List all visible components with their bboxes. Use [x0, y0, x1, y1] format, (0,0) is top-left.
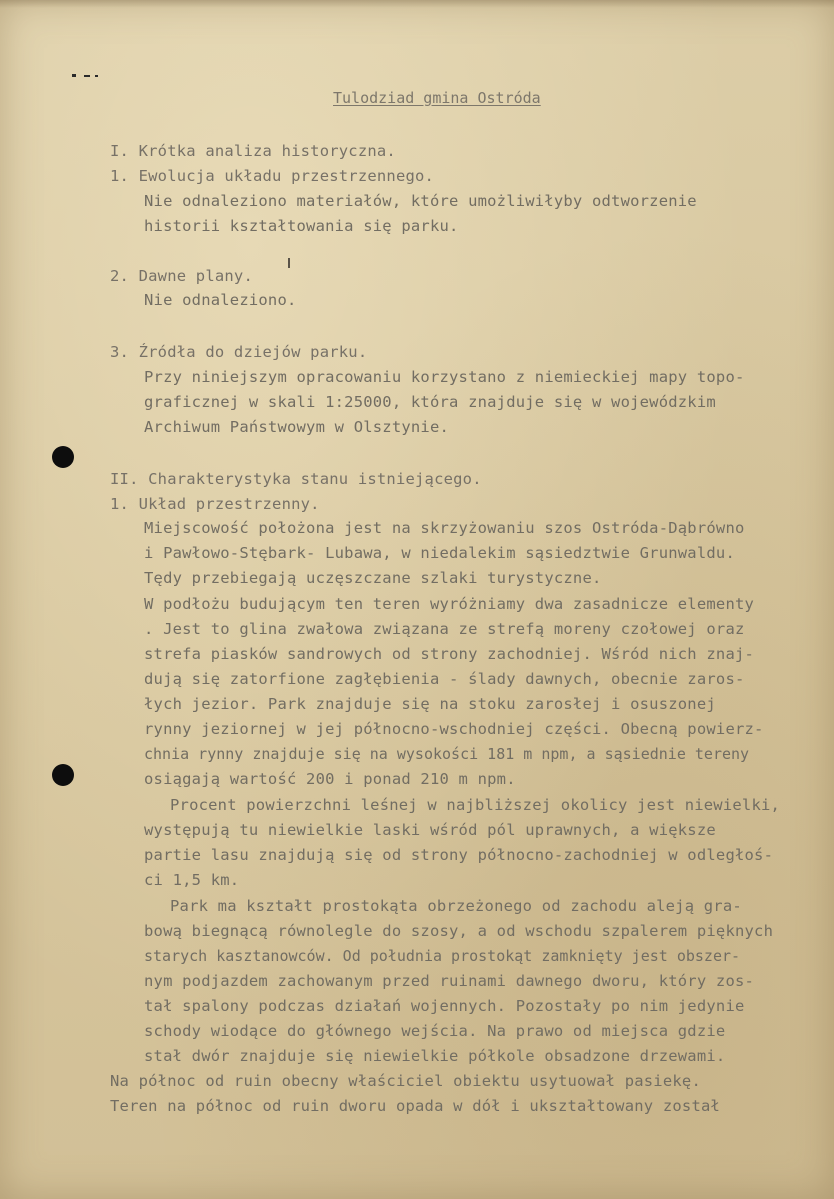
section-heading: II. Charakterystyka stanu istniejącego. [110, 470, 482, 488]
text-line: stał dwór znajduje się niewielkie półkole obsadzone drzewami. [144, 1047, 726, 1065]
ink-mark [84, 75, 90, 77]
subsection-heading: 1. Ewolucja układu przestrzennego. [110, 167, 435, 185]
subsection-heading: 3. Źródła do dziejów parku. [110, 343, 368, 361]
text-line: Na północ od ruin obecny właściciel obiektu usytuował pasiekę. [110, 1072, 701, 1090]
page-edge-shadow [0, 0, 834, 8]
ink-mark [72, 74, 76, 77]
text-line: graficznej w skali 1:25000, która znajduje się w wojewódzkim [144, 393, 716, 411]
text-line: występują tu niewielkie laski wśród pól uprawnych, a większe [144, 821, 716, 839]
text-line: Archiwum Państwowym w Olsztynie. [144, 418, 450, 436]
text-line: rynny jeziornej w jej północno-wschodniej części. Obecną powierz- [144, 720, 764, 738]
text-line: dują się zatorfione zagłębienia - ślady dawnych, obecnie zaros- [144, 670, 745, 688]
text-line: chnia rynny znajduje się na wysokości 181 m npm, a sąsiednie tereny [144, 745, 750, 763]
text-line: Tędy przebiegają uczęszczane szlaki turystyczne. [144, 569, 602, 587]
document-title: Tulodziad gmina Ostróda [333, 89, 541, 107]
text-line: Teren na północ od ruin dworu opada w dół i ukształtowany został [110, 1097, 721, 1115]
subsection-heading: 1. Układ przestrzenny. [110, 495, 320, 513]
text-line: partie lasu znajdują się od strony północno-zachodniej w odległoś- [144, 846, 774, 864]
section-heading: I. Krótka analiza historyczna. [110, 142, 396, 160]
text-line: Park ma kształt prostokąta obrzeżonego od zachodu aleją gra- [170, 897, 742, 915]
punch-hole [52, 764, 74, 786]
ink-mark [95, 75, 98, 77]
text-line: Nie odnaleziono. [144, 291, 297, 309]
ink-mark [288, 258, 290, 268]
text-line: tał spalony podczas działań wojennych. Pozostały po nim jedynie [144, 997, 745, 1015]
text-line: bową biegnącą równolegle do szosy, a od wschodu szpalerem pięknych [144, 922, 774, 940]
text-line: nym podjazdem zachowanym przed ruinami dawnego dworu, który zos- [144, 972, 755, 990]
text-line: strefa piasków sandrowych od strony zachodniej. Wśród nich znaj- [144, 645, 755, 663]
text-line: Procent powierzchni leśnej w najbliższej okolicy jest niewielki, [170, 796, 781, 814]
text-line: i Pawłowo-Stębark- Lubawa, w niedalekim sąsiedztwie Grunwaldu. [144, 544, 735, 562]
text-line: . Jest to glina zwałowa związana ze strefą moreny czołowej oraz [144, 620, 745, 638]
text-line: Miejscowość położona jest na skrzyżowaniu szos Ostróda-Dąbrówno [144, 519, 745, 537]
text-line: Przy niniejszym opracowaniu korzystano z niemieckiej mapy topo- [144, 368, 745, 386]
text-line: osiągają wartość 200 i ponad 210 m npm. [144, 770, 516, 788]
text-line: starych kasztanowców. Od południa prostokąt zamknięty jest obszer- [144, 947, 741, 965]
text-line: schody wiodące do głównego wejścia. Na prawo od miejsca gdzie [144, 1022, 726, 1040]
text-line: łych jezior. Park znajduje się na stoku zarosłej i osuszonej [144, 695, 716, 713]
text-line: Nie odnaleziono materiałów, które umożliwiłyby odtworzenie [144, 192, 697, 210]
subsection-heading: 2. Dawne plany. [110, 267, 253, 285]
text-line: historii kształtowania się parku. [144, 217, 459, 235]
text-line: ci 1,5 km. [144, 871, 240, 889]
text-line: W podłożu budującym ten teren wyróżniamy dwa zasadnicze elementy [144, 595, 755, 613]
punch-hole [52, 446, 74, 468]
